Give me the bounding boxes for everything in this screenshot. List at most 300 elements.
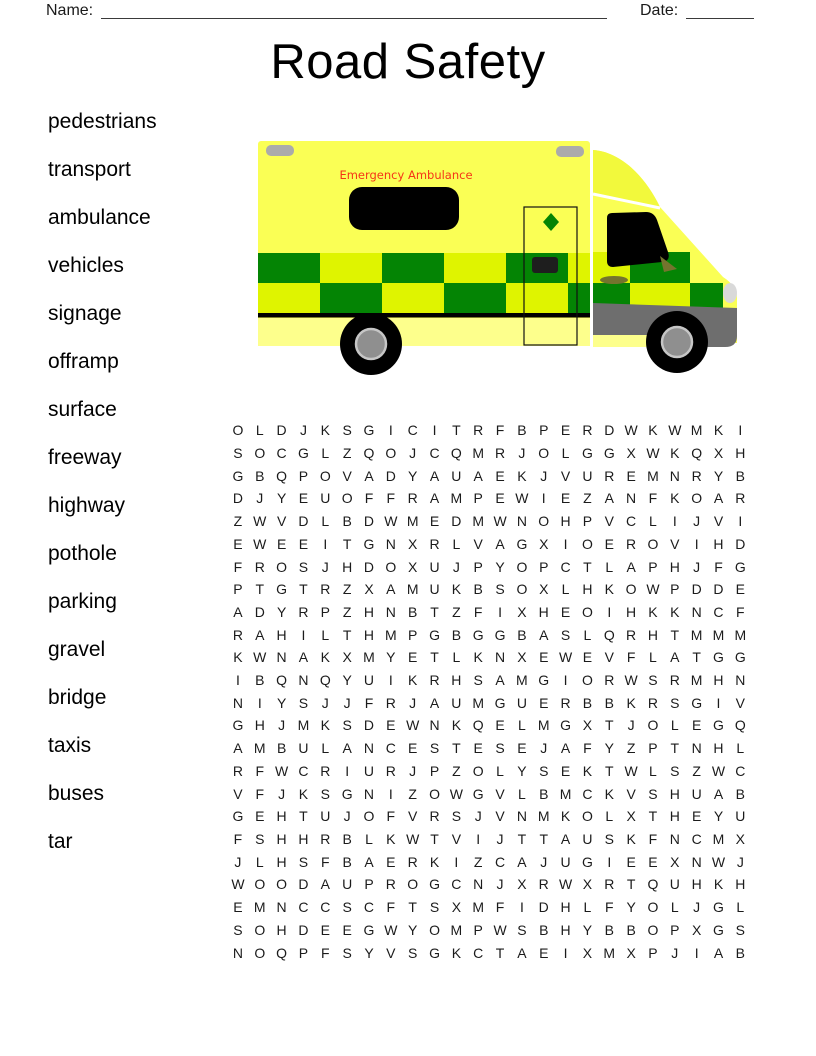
grid-letter: J [278, 785, 286, 802]
grid-letter: B [408, 603, 418, 620]
grid-letter: M [734, 626, 747, 643]
grid-letter: K [473, 649, 483, 666]
grid-letter: Q [647, 876, 659, 893]
grid-letter: A [495, 672, 505, 689]
grid-letter: G [472, 626, 484, 643]
grid-letter: L [605, 558, 614, 575]
grid-letter: O [581, 603, 593, 620]
word-list-item: pothole [48, 542, 117, 565]
grid-letter: Y [364, 944, 374, 961]
grid-letter: L [255, 422, 264, 439]
grid-letter: N [669, 831, 680, 847]
grid-letter: J [693, 558, 701, 575]
grid-letter: U [363, 762, 375, 779]
grid-letter: X [626, 944, 636, 961]
grid-letter: R [298, 603, 309, 620]
grid-letter: U [451, 694, 462, 711]
grid-letter: N [429, 717, 440, 734]
grid-letter: G [363, 535, 375, 552]
grid-letter: F [233, 831, 243, 847]
grid-letter: R [232, 626, 243, 643]
grid-letter: F [648, 490, 658, 507]
grid-letter: P [670, 581, 680, 598]
grid-letter: M [516, 672, 528, 689]
grid-letter: I [541, 490, 546, 507]
grid-letter: S [604, 831, 614, 847]
grid-letter: S [320, 785, 330, 802]
grid-letter: G [538, 672, 550, 689]
grid-letter: L [496, 762, 504, 779]
grid-letter: R [538, 876, 549, 893]
grid-letter: I [257, 694, 262, 711]
grid-letter: C [626, 513, 637, 530]
grid-letter: M [253, 899, 266, 916]
grid-letter: Q [276, 944, 288, 961]
grid-letter: B [539, 785, 549, 802]
grid-letter: J [234, 853, 242, 870]
grid-letter: H [560, 921, 571, 938]
grid-letter: L [670, 717, 679, 734]
grid-letter: I [607, 603, 612, 620]
grid-letter: K [320, 717, 330, 734]
grid-letter: X [408, 558, 418, 575]
grid-letter: B [451, 626, 462, 643]
grid-letter: K [560, 808, 571, 825]
grid-letter: L [452, 535, 461, 552]
grid-letter: W [646, 445, 660, 462]
grid-letter: K [648, 422, 658, 439]
grid-letter: T [430, 649, 439, 666]
grid-letter: A [386, 581, 396, 598]
grid-letter: J [321, 558, 329, 575]
grid-letter: G [429, 944, 440, 961]
grid-letter: M [450, 490, 463, 507]
grid-letter: X [691, 921, 702, 938]
grid-letter: G [276, 581, 288, 598]
grid-letter: S [408, 944, 418, 961]
grid-letter: X [735, 831, 745, 847]
grid-letter: V [626, 785, 636, 802]
grid-letter: R [385, 876, 396, 893]
grid-letter: O [254, 876, 266, 893]
grid-letter: D [298, 921, 309, 938]
grid-letter: C [713, 603, 724, 620]
grid-letter: F [255, 762, 265, 779]
rear-wheel [340, 313, 402, 375]
grid-letter: E [691, 717, 702, 734]
grid-letter: H [276, 626, 287, 643]
grid-letter: Q [276, 672, 288, 689]
grid-letter: G [713, 717, 724, 734]
grid-letter: A [495, 535, 505, 552]
grid-letter: A [517, 944, 527, 961]
grid-letter: F [714, 558, 723, 575]
grid-letter: T [408, 899, 417, 916]
grid-letter: Z [692, 762, 701, 779]
grid-letter: A [670, 649, 680, 666]
grid-letter: B [342, 831, 352, 847]
grid-letter: I [345, 762, 350, 779]
grid-letter: A [539, 626, 549, 643]
grid-letter: D [276, 422, 287, 439]
grid-letter: E [298, 535, 309, 552]
grid-letter: F [604, 899, 614, 916]
grid-letter: J [736, 853, 744, 870]
grid-letter: Q [691, 445, 703, 462]
grid-letter: E [560, 422, 571, 439]
grid-letter: A [626, 558, 636, 575]
grid-letter: B [255, 467, 265, 484]
grid-letter: C [494, 853, 506, 870]
grid-letter: C [407, 422, 418, 439]
grid-letter: R [385, 762, 396, 779]
grid-letter: N [363, 740, 375, 757]
grid-letter: X [582, 944, 593, 961]
grid-letter: Y [626, 899, 636, 916]
grid-letter: J [299, 422, 307, 439]
grid-letter: S [342, 717, 352, 734]
grid-letter: H [276, 808, 287, 825]
grid-letter: H [254, 717, 265, 734]
grid-letter: C [320, 899, 331, 916]
grid-letter: F [736, 603, 745, 620]
grid-letter: Z [408, 785, 417, 802]
grid-letter: T [583, 558, 592, 575]
grid-letter: J [409, 694, 417, 711]
grid-letter: H [276, 831, 287, 847]
grid-letter: W [406, 831, 420, 847]
grid-letter: K [713, 422, 724, 439]
grid-letter: S [670, 762, 680, 779]
grid-letter: T [670, 626, 680, 643]
grid-letter: O [625, 581, 637, 598]
grid-letter: Y [276, 603, 287, 620]
grid-letter: S [233, 445, 243, 462]
grid-letter: F [233, 558, 243, 575]
grid-letter: H [560, 899, 571, 916]
grid-letter: F [626, 649, 636, 666]
grid-letter: R [429, 672, 440, 689]
grid-letter: E [342, 921, 352, 938]
grid-letter: X [626, 808, 636, 825]
ambulance-illustration [256, 138, 744, 378]
grid-letter: X [670, 853, 680, 870]
grid-letter: R [626, 626, 637, 643]
grid-letter: Y [713, 467, 724, 484]
grid-letter: D [363, 558, 375, 575]
grid-letter: N [735, 672, 746, 689]
grid-letter: G [734, 558, 746, 575]
grid-letter: V [495, 808, 505, 825]
grid-letter: O [516, 581, 528, 598]
grid-letter: G [232, 717, 244, 734]
grid-letter: E [626, 853, 636, 870]
grid-letter: S [429, 740, 440, 757]
grid-letter: N [276, 899, 287, 916]
grid-letter: T [670, 740, 680, 757]
grid-letter: E [408, 740, 418, 757]
grid-letter: M [537, 717, 550, 734]
grid-letter: I [563, 535, 568, 552]
grid-letter: V [495, 785, 505, 802]
grid-letter: Y [342, 672, 352, 689]
grid-letter: K [648, 603, 658, 620]
grid-letter: T [539, 831, 549, 847]
grid-letter: R [232, 762, 243, 779]
grid-letter: H [582, 581, 593, 598]
grid-letter: W [624, 672, 638, 689]
grid-letter: I [607, 853, 612, 870]
grid-letter: I [388, 785, 393, 802]
grid-letter: M [472, 445, 485, 462]
grid-letter: V [473, 535, 483, 552]
grid-letter: U [298, 740, 309, 757]
grid-letter: F [321, 944, 330, 961]
grid-letter: X [713, 445, 724, 462]
grid-letter: P [320, 603, 330, 620]
grid-letter: U [342, 876, 353, 893]
grid-letter: G [298, 445, 309, 462]
grid-letter: E [429, 513, 440, 530]
grid-letter: O [254, 445, 266, 462]
grid-letter: N [516, 513, 527, 530]
grid-letter: F [386, 808, 396, 825]
grid-letter: B [342, 513, 352, 530]
grid-letter: M [690, 422, 703, 439]
grid-letter: L [365, 831, 373, 847]
grid-letter: R [320, 762, 331, 779]
grid-letter: A [364, 853, 374, 870]
grid-letter: Z [342, 581, 352, 598]
grid-letter: O [516, 558, 528, 575]
grid-letter: A [560, 831, 571, 847]
grid-letter: S [298, 558, 309, 575]
grid-letter: N [669, 467, 680, 484]
grid-letter: S [495, 740, 505, 757]
grid-letter: M [472, 513, 485, 530]
grid-letter: Q [734, 717, 746, 734]
grid-letter: F [255, 785, 265, 802]
grid-letter: W [384, 921, 398, 938]
grid-letter: Q [603, 626, 615, 643]
word-list-item: taxis [48, 734, 92, 757]
grid-letter: F [583, 740, 592, 757]
grid-letter: S [342, 944, 352, 961]
grid-letter: H [276, 921, 287, 938]
grid-letter: W [493, 921, 507, 938]
grid-letter: I [235, 672, 240, 689]
grid-letter: I [519, 899, 524, 916]
grid-letter: I [672, 513, 677, 530]
grid-letter: W [231, 876, 245, 893]
grid-letter: R [626, 535, 637, 552]
word-list-item: parking [48, 590, 117, 613]
grid-letter: D [691, 581, 702, 598]
grid-letter: D [363, 717, 375, 734]
grid-letter: E [560, 762, 571, 779]
grid-letter: L [583, 626, 592, 643]
grid-letter: B [539, 921, 549, 938]
grid-letter: K [298, 785, 309, 802]
grid-letter: B [473, 581, 483, 598]
grid-letter: S [648, 672, 658, 689]
word-list-item: highway [48, 494, 126, 517]
grid-letter: J [540, 467, 548, 484]
grid-letter: D [254, 603, 265, 620]
grid-letter: Y [386, 649, 396, 666]
grid-letter: O [472, 762, 484, 779]
grid-letter: O [429, 785, 440, 802]
grid-letter: P [648, 944, 658, 961]
grid-letter: J [474, 808, 482, 825]
grid-letter: B [276, 740, 287, 757]
grid-letter: O [538, 445, 550, 462]
grid-letter: W [449, 785, 463, 802]
word-list-item: transport [48, 158, 131, 181]
grid-letter: R [604, 672, 615, 689]
grid-letter: H [626, 603, 637, 620]
grid-letter: E [604, 535, 614, 552]
grid-letter: Q [450, 445, 462, 462]
grid-letter: R [407, 853, 418, 870]
grid-letter: E [276, 535, 287, 552]
word-list-item: signage [48, 302, 122, 325]
grid-letter: D [451, 513, 462, 530]
grid-letter: K [670, 603, 680, 620]
date-label: Date: [640, 2, 679, 19]
grid-letter: G [603, 445, 615, 462]
grid-letter: R [429, 808, 440, 825]
word-list-item: tar [48, 830, 73, 853]
grid-letter: Z [233, 513, 243, 530]
grid-letter: G [494, 694, 506, 711]
grid-letter: E [648, 853, 658, 870]
grid-letter: G [232, 808, 244, 825]
grid-letter: W [711, 762, 726, 779]
grid-letter: L [561, 581, 570, 598]
grid-letter: V [342, 467, 352, 484]
grid-letter: E [495, 717, 505, 734]
grid-letter: R [407, 490, 418, 507]
grid-letter: W [253, 535, 267, 552]
grid-letter: S [517, 921, 527, 938]
grid-letter: Z [452, 603, 461, 620]
grid-letter: A [233, 603, 243, 620]
grid-letter: T [299, 808, 308, 825]
grid-letter: W [558, 649, 573, 666]
grid-letter: L [321, 513, 330, 530]
grid-letter: O [276, 558, 288, 575]
word-list-item: gravel [48, 638, 106, 661]
grid-letter: N [691, 740, 702, 757]
grid-letter: N [385, 535, 396, 552]
grid-letter: E [408, 649, 418, 666]
grid-letter: D [735, 535, 746, 552]
grid-letter: G [472, 785, 484, 802]
grid-letter: D [713, 581, 724, 598]
word-list-item: vehicles [48, 254, 124, 277]
grid-letter: V [560, 467, 571, 484]
grid-letter: A [429, 467, 440, 484]
grid-letter: J [540, 853, 548, 870]
grid-letter: S [342, 899, 352, 916]
date-fill-in-line [686, 18, 754, 19]
grid-letter: I [694, 535, 699, 552]
grid-letter: O [538, 513, 550, 530]
grid-letter: B [517, 626, 527, 643]
grid-letter: O [647, 717, 659, 734]
grid-letter: K [451, 581, 462, 598]
grid-letter: U [735, 808, 746, 825]
grid-letter: F [648, 831, 658, 847]
grid-letter: S [429, 899, 440, 916]
grid-letter: F [321, 853, 330, 870]
grid-letter: Y [408, 467, 418, 484]
grid-letter: H [669, 785, 680, 802]
grid-letter: M [603, 944, 616, 961]
grid-letter: L [736, 899, 745, 916]
grid-letter: M [690, 672, 703, 689]
grid-letter: F [364, 694, 374, 711]
grid-letter: A [342, 740, 352, 757]
grid-letter: X [539, 535, 549, 552]
grid-letter: R [320, 581, 331, 598]
grid-letter: B [517, 422, 527, 439]
grid-letter: H [713, 672, 724, 689]
grid-letter: T [452, 422, 461, 439]
grid-letter: J [496, 876, 504, 893]
grid-letter: F [473, 603, 483, 620]
grid-letter: E [560, 490, 571, 507]
grid-letter: V [408, 808, 418, 825]
grid-letter: L [561, 445, 570, 462]
grid-letter: N [276, 649, 287, 666]
grid-letter: I [738, 513, 743, 530]
grid-letter: L [583, 899, 592, 916]
word-list-item: bridge [48, 686, 107, 709]
page-title: Road Safety [270, 35, 546, 89]
grid-letter: O [254, 921, 266, 938]
grid-letter: M [363, 649, 375, 666]
grid-letter: H [669, 558, 680, 575]
grid-letter: W [646, 581, 660, 598]
grid-letter: O [429, 921, 440, 938]
grid-letter: R [385, 694, 396, 711]
grid-letter: M [537, 808, 550, 825]
grid-letter: G [363, 422, 375, 439]
word-list-item: buses [48, 782, 105, 805]
grid-letter: X [582, 876, 593, 893]
grid-letter: U [582, 831, 593, 847]
grid-letter: T [517, 831, 527, 847]
grid-letter: Z [626, 740, 636, 757]
grid-letter: H [669, 808, 680, 825]
grid-letter: N [691, 603, 702, 620]
grid-letter: W [253, 649, 267, 666]
grid-letter: L [321, 740, 330, 757]
grid-letter: M [450, 921, 463, 938]
grid-letter: K [670, 445, 680, 462]
grid-letter: I [498, 603, 502, 620]
grid-letter: C [691, 831, 702, 847]
grid-letter: E [560, 603, 571, 620]
grid-letter: Z [452, 762, 461, 779]
grid-letter: C [451, 876, 462, 893]
grid-letter: A [713, 944, 724, 961]
grid-letter: T [430, 603, 439, 620]
grid-letter: N [363, 785, 375, 802]
grid-letter: T [626, 876, 636, 893]
